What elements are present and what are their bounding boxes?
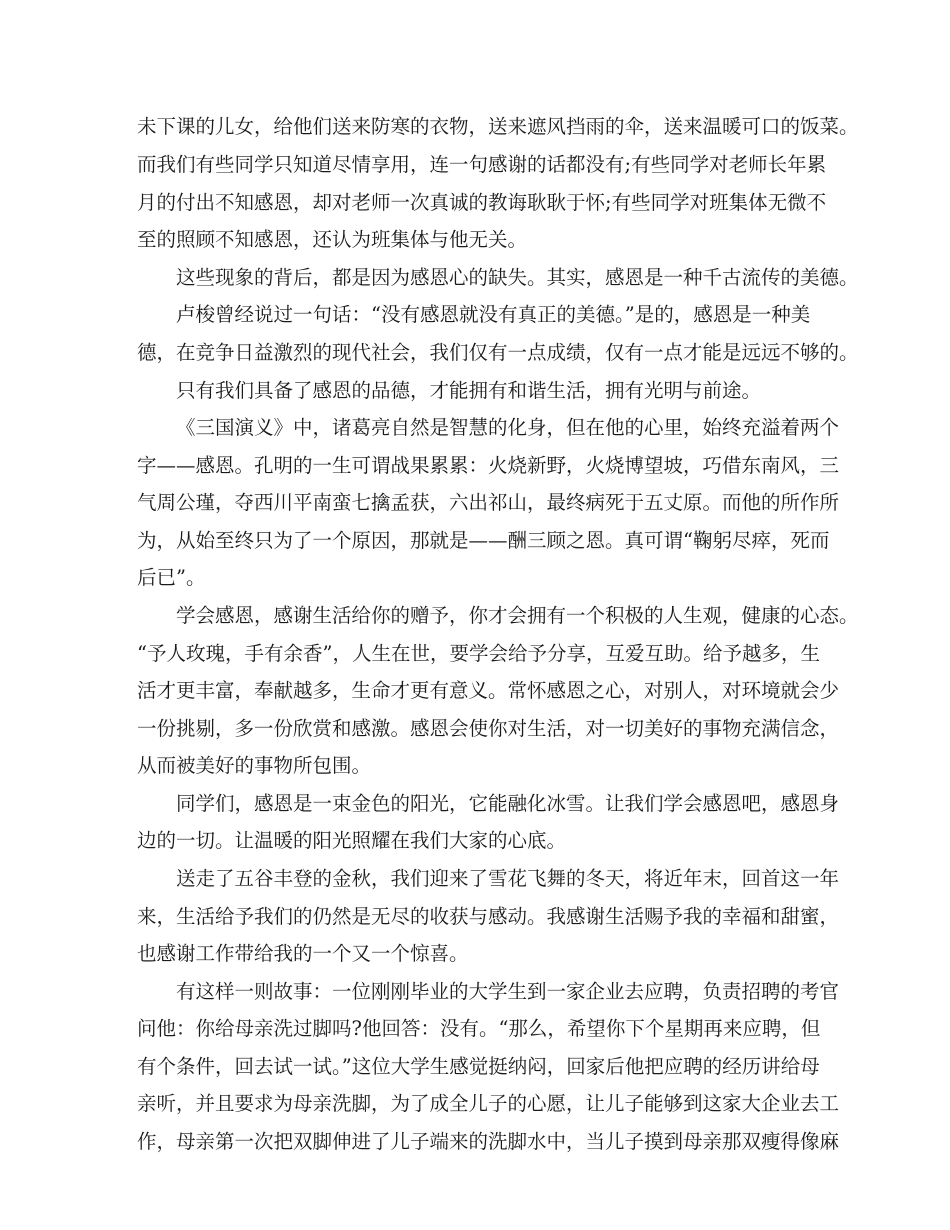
text-line: 而我们有些同学只知道尽情享用，连一句感谢的话都没有;有些同学对老师长年累 [137, 153, 827, 176]
text-line: 气周公瑾，夺西川平南蛮七擒孟获，六出祁山，最终病死于五丈原。而他的所作所 [137, 491, 840, 514]
text-line: 来，生活给予我们的仍然是无尽的收获与感动。我感谢生活赐予我的幸福和甜蜜， [137, 905, 840, 928]
text-line: 卢梭曾经说过一句话：“没有感恩就没有真正的美德。”是的，感恩是一种美 [176, 303, 811, 326]
text-line: 同学们，感恩是一束金色的阳光，它能融化冰雪。让我们学会感恩吧，感恩身 [176, 792, 840, 815]
text-line: 月的付出不知感恩，却对老师一次真诚的教诲耿耿于怀;有些同学对班集体无微不 [137, 191, 827, 214]
text-line: 也感谢工作带给我的一个又一个惊喜。 [137, 942, 469, 965]
text-line: 一份挑剔，多一份欣赏和感激。感恩会使你对生活，对一切美好的事物充满信念， [137, 717, 840, 740]
text-line: 字——感恩。孔明的一生可谓战果累累：火烧新野，火烧博望坡，巧借东南风，三 [137, 454, 840, 477]
text-line: 边的一切。让温暖的阳光照耀在我们大家的心底。 [137, 829, 567, 852]
text-line: 从而被美好的事物所包围。 [137, 754, 372, 777]
text-line: 未下课的儿女，给他们送来防寒的衣物，送来遮风挡雨的伞，送来温暖可口的饭菜。 [137, 115, 859, 138]
text-line: 有个条件，回去试一试。”这位大学生感觉挺纳闷，回家后他把应聘的经历讲给母 [137, 1055, 820, 1078]
text-line: 活才更丰富，奉献越多，生命才更有意义。常怀感恩之心，对别人，对环境就会少 [137, 679, 840, 702]
text-line: 为，从始至终只为了一个原因，那就是——酬三顾之恩。真可谓“鞠躬尽瘁，死而 [137, 529, 830, 552]
text-line: 学会感恩，感谢生活给你的赠予，你才会拥有一个积极的人生观，健康的心态。 [176, 604, 859, 627]
text-line: 亲听，并且要求为母亲洗脚，为了成全儿子的心愿，让儿子能够到这家大企业去工 [137, 1092, 840, 1115]
text-line: 送走了五谷丰登的金秋，我们迎来了雪花飞舞的冬天，将近年末，回首这一年 [176, 867, 840, 890]
text-line: 至的照顾不知感恩，还认为班集体与他无关。 [137, 228, 528, 251]
text-line: 作，母亲第一次把双脚伸进了儿子端来的洗脚水中，当儿子摸到母亲那双瘦得像麻 [137, 1130, 840, 1153]
text-line: 后已”。 [137, 566, 206, 589]
text-line: “予人玫瑰，手有余香”，人生在世，要学会给予分享，互爱互助。给予越多，生 [137, 642, 820, 665]
text-line: 这些现象的背后，都是因为感恩心的缺失。其实，感恩是一种千古流传的美德。 [176, 266, 859, 289]
text-line: 《三国演义》中，诸葛亮自然是智慧的化身，但在他的心里，始终充溢着两个 [176, 416, 840, 439]
text-line: 德，在竞争日益激烈的现代社会，我们仅有一点成绩，仅有一点才能是远远不够的。 [137, 341, 859, 364]
text-line: 只有我们具备了感恩的品德，才能拥有和谐生活，拥有光明与前途。 [176, 379, 762, 402]
text-line: 有这样一则故事：一位刚刚毕业的大学生到一家企业去应聘，负责招聘的考官 [176, 980, 840, 1003]
text-line: 问他：你给母亲洗过脚吗?他回答：没有。“那么，希望你下个星期再来应聘，但 [137, 1017, 821, 1040]
